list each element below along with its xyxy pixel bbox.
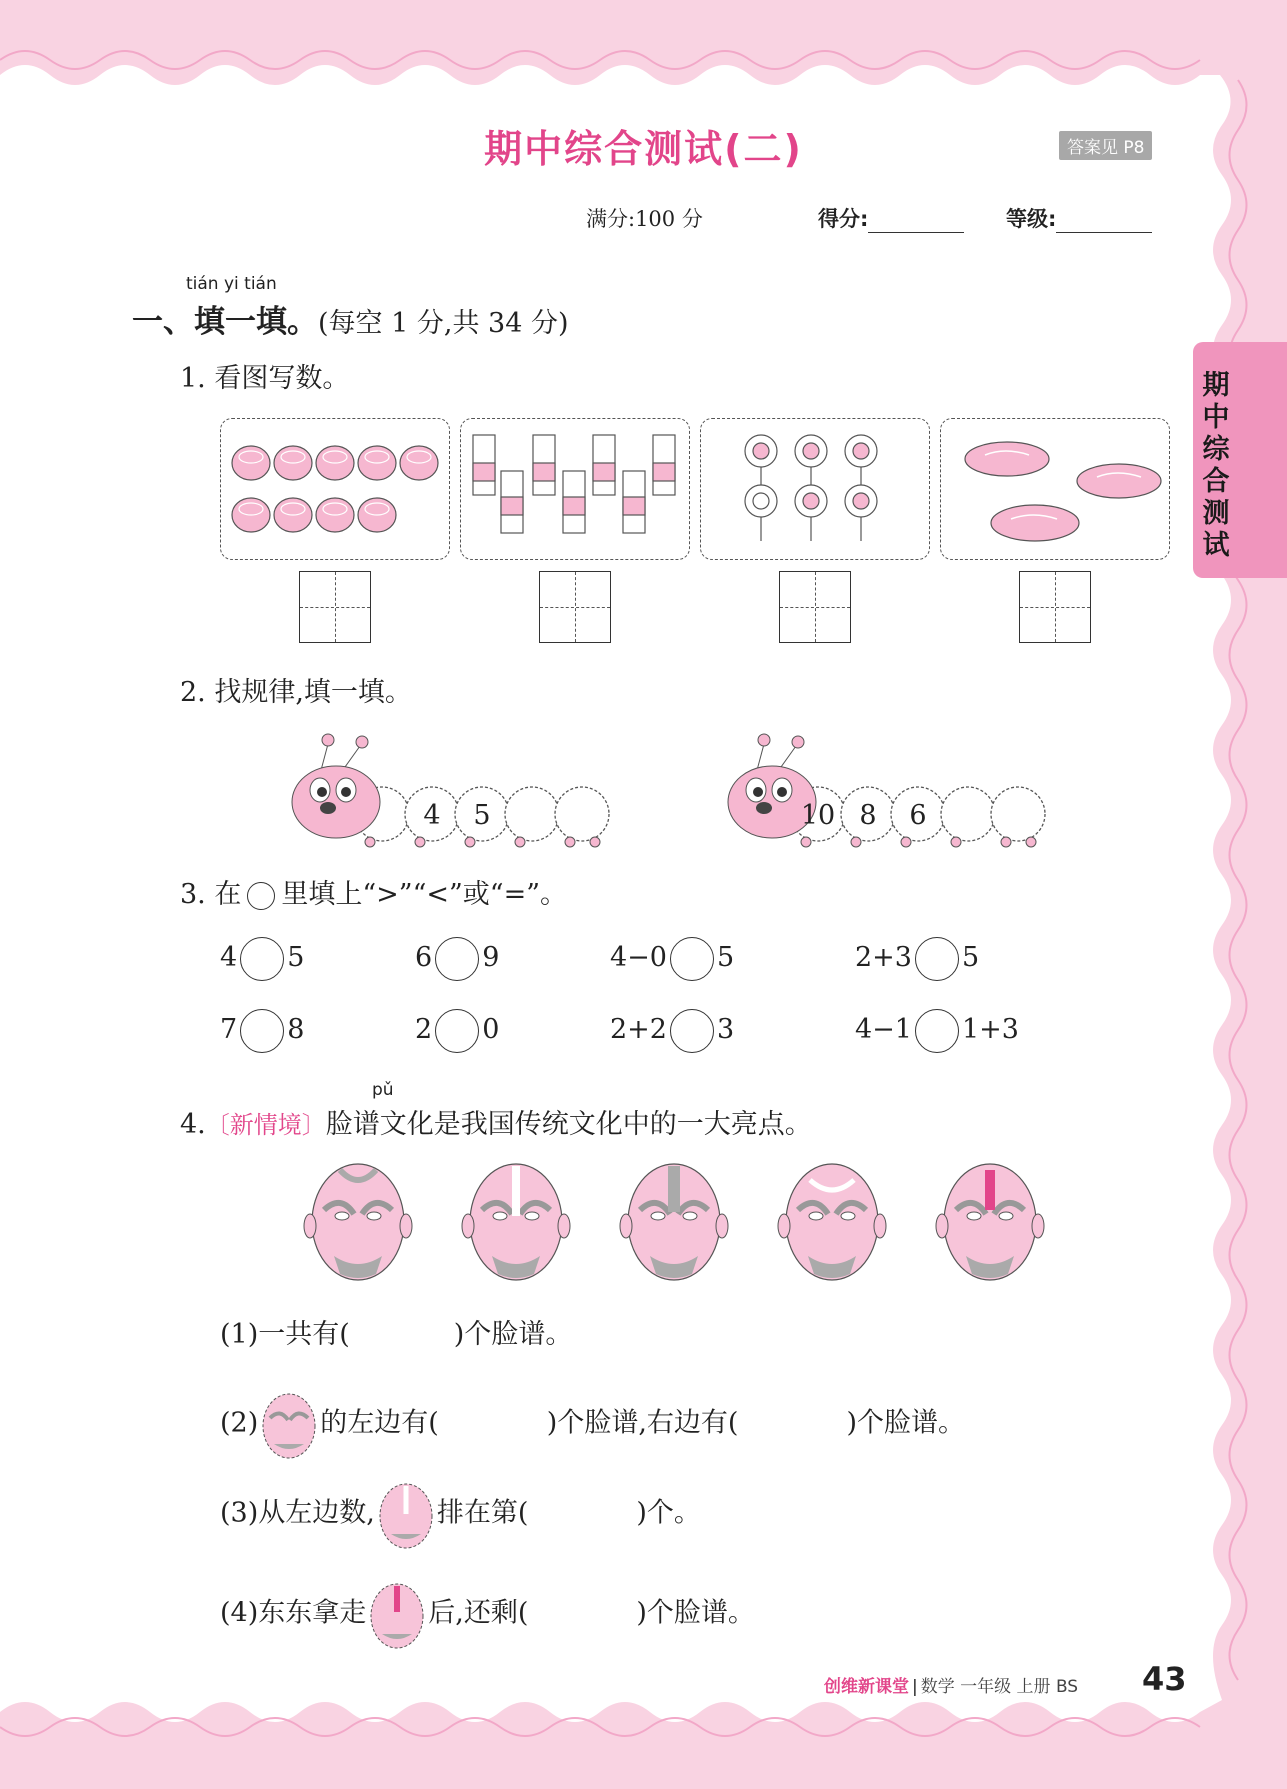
answer-box-2[interactable] [539,571,611,643]
compare-1 [220,934,304,982]
compare-right: 5 [716,942,735,973]
caterpillar-2-seg-2: 8 [859,800,877,831]
mask-2-icon [462,1164,570,1280]
footer-brand: 创维新课堂 [824,1677,909,1697]
section-points: (每空 1 分,共 34 分) [318,308,569,339]
answer-box-1[interactable] [299,571,371,643]
q4-sub3 [220,1478,701,1534]
q4-sub4-c: )个脸谱。 [636,1597,755,1629]
compare-right: 0 [482,1014,500,1045]
compare-left: 2+2 [610,1014,667,1045]
compare-left: 2+3 [855,942,912,973]
circle-icon [247,882,275,910]
score-label: 得分: [818,207,869,231]
compare-left: 4 [220,942,238,973]
compare-left: 2 [415,1014,433,1045]
q4-sub4-a: (4)东东拿走 [220,1597,367,1629]
section-title: 一、填一填。 [132,304,318,340]
bread-illustration [941,419,1169,559]
compare-right: 5 [961,942,980,973]
compare-circle[interactable] [240,1009,284,1053]
q4-sub3-b: 排在第( [436,1497,529,1529]
q4-sub1 [220,1312,572,1351]
q4-sub1-b: )个脸谱。 [453,1319,573,1350]
q3-label-pre: 3. 在 [180,879,242,910]
caterpillar-2 [726,726,1066,856]
q4-sub3-c: )个。 [636,1497,701,1529]
footer-sep: | [912,1677,918,1697]
caterpillar-1-seg-2: 4 [423,800,441,831]
footer-subject: 数学 一年级 上册 BS [920,1677,1079,1697]
caterpillar-1 [290,726,630,856]
lollipops-illustration [701,419,929,559]
answer-box-3[interactable] [779,571,851,643]
q3-label-post: 里填上“>”“<”或“=”。 [281,879,568,910]
section-pinyin: tián yi tián [186,274,277,294]
q4-pinyin: pǔ [372,1080,394,1100]
q3-label [180,872,567,911]
compare-right: 3 [716,1014,735,1045]
mask-4-icon [778,1164,886,1280]
milk-illustration [461,419,689,559]
caterpillar-2-seg-3: 6 [909,800,927,831]
compare-6 [415,1006,499,1054]
compare-circle[interactable] [670,937,714,981]
q4-sub2-d: )个脸谱。 [846,1407,965,1439]
q4-line [180,1102,812,1141]
q4-sub2-a: (2) [220,1407,259,1439]
opera-masks-row [300,1160,1060,1290]
caterpillar-2-seg-1: 10 [800,800,836,831]
footer-line [824,1672,1078,1697]
picture-card-bread [940,418,1170,560]
q1-label: 1. 看图写数。 [180,363,350,394]
mask-3-icon [620,1164,728,1280]
compare-circle[interactable] [240,937,284,981]
mask-5-icon [936,1164,1044,1280]
score-blank[interactable] [868,208,964,233]
grade-label: 等级: [1006,207,1057,231]
compare-7 [610,1006,734,1054]
answer-badge: 答案见 P8 [1059,131,1152,160]
side-tab-label: 期中综合测试 [1202,370,1230,561]
full-marks: 满分:100 分 [586,207,703,231]
compare-left: 4−0 [610,942,667,973]
compare-right: 8 [287,1014,305,1045]
q4-sub2-c: )个脸谱,右边有( [546,1407,739,1439]
q4-text: 脸谱文化是我国传统文化中的一大亮点。 [325,1109,812,1140]
q4-sub4 [220,1578,755,1634]
q4-tag: 〔新情境〕 [205,1111,326,1139]
picture-card-milk [460,418,690,560]
compare-circle[interactable] [915,937,959,981]
q4-number: 4. [180,1109,206,1140]
q4-sub3-a: (3)从左边数, [220,1497,375,1529]
compare-left: 6 [415,942,433,973]
mask-small-icon [375,1478,437,1550]
caterpillar-1-seg-3: 5 [473,800,491,831]
mask-small-icon [258,1388,320,1460]
mask-1-icon [304,1164,412,1280]
compare-left: 4−1 [855,1014,912,1045]
q4-sub4-b: 后,还剩( [428,1597,529,1629]
compare-circle[interactable] [670,1009,714,1053]
picture-card-cakes [220,418,450,560]
q2-label: 2. 找规律,填一填。 [180,677,412,708]
compare-5 [220,1006,304,1054]
compare-8 [855,1006,1019,1054]
compare-right: 1+3 [961,1014,1019,1045]
compare-4 [855,934,979,982]
picture-card-lollipops [700,418,930,560]
grade-blank[interactable] [1056,208,1152,233]
answer-box-4[interactable] [1019,571,1091,643]
cakes-illustration [221,419,449,559]
compare-right: 9 [482,942,500,973]
compare-2 [415,934,499,982]
q4-sub2-b: 的左边有( [320,1407,439,1439]
page-number: 43 [1142,1660,1187,1698]
q4-sub2 [220,1388,965,1444]
mask-small-icon [366,1578,428,1650]
page-title: 期中综合测试(二) [484,127,803,171]
compare-circle[interactable] [435,1009,479,1053]
compare-right: 5 [287,942,305,973]
compare-left: 7 [220,1014,238,1045]
compare-circle[interactable] [915,1009,959,1053]
compare-circle[interactable] [435,937,479,981]
compare-3 [610,934,734,982]
q4-sub1-a: (1)一共有( [220,1319,350,1350]
